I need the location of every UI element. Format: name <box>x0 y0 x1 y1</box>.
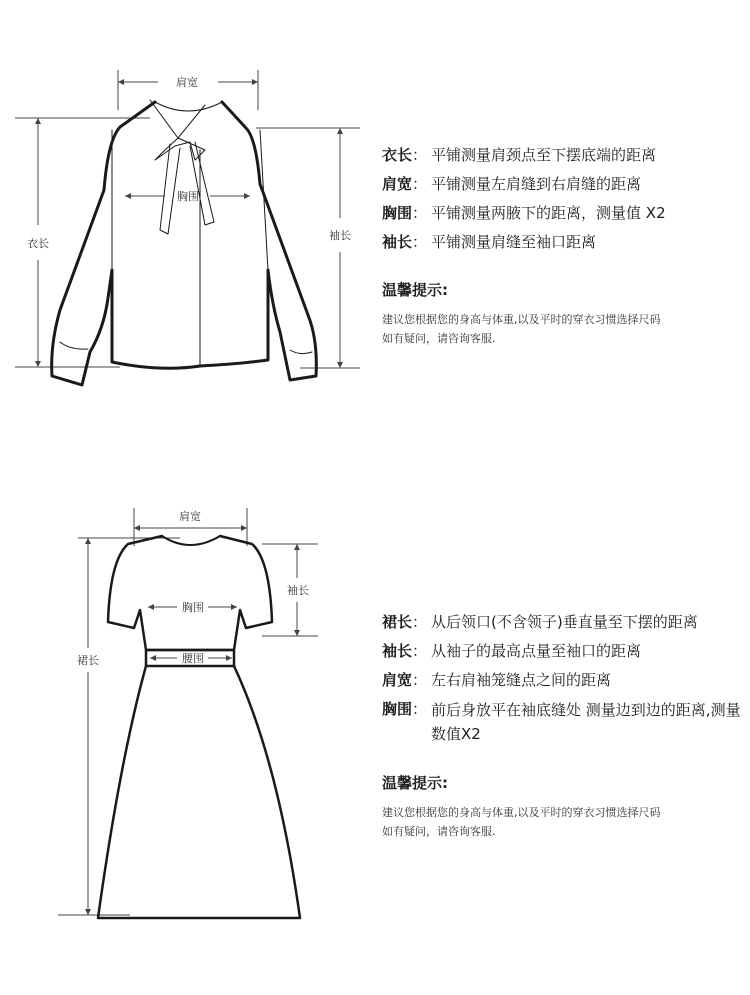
def-colon: ： <box>412 204 428 222</box>
dress-svg <box>0 500 380 930</box>
blouse-chest-label: 胸围 <box>177 190 199 203</box>
def-desc: 平铺测量肩颈点至下摆底端的距离 <box>431 146 657 164</box>
blouse-shoulder-label: 肩宽 <box>176 76 198 89</box>
dress-length-label: 裙长 <box>77 654 99 667</box>
def-colon: ： <box>412 671 428 689</box>
dress-shoulder-label: 肩宽 <box>179 510 201 523</box>
def-row <box>382 608 750 637</box>
blouse-sleeve-label: 袖长 <box>329 229 351 242</box>
def-row <box>382 199 750 228</box>
def-row <box>382 170 750 199</box>
dress-waist-label: 腰围 <box>182 652 204 665</box>
def-colon: ： <box>412 175 428 193</box>
blouse-diagram <box>0 60 380 400</box>
dress-definitions <box>382 608 750 841</box>
dress-chest-label: 胸围 <box>182 601 204 614</box>
def-desc: 平铺测量两腋下的距离，测量值 X2 <box>431 204 666 222</box>
tip-line: 如有疑问，请咨询客服. <box>382 825 496 838</box>
def-term: 胸围 <box>382 700 413 718</box>
def-row <box>382 695 750 746</box>
def-desc: 平铺测量左肩缝到右肩缝的距离 <box>431 175 642 193</box>
def-term: 胸围 <box>382 204 413 222</box>
def-row <box>382 141 750 170</box>
def-term: 袖长 <box>382 642 413 660</box>
def-desc: 左右肩袖笼缝点之间的距离 <box>431 671 612 689</box>
tip-line: 如有疑问，请咨询客服. <box>382 332 496 345</box>
def-desc: 平铺测量肩缝至袖口距离 <box>431 233 597 251</box>
def-colon: ： <box>412 146 428 164</box>
def-colon: ： <box>412 233 428 251</box>
blouse-length-label: 衣长 <box>27 237 49 250</box>
def-term: 裙长 <box>382 613 413 631</box>
def-term: 袖长 <box>382 233 413 251</box>
def-desc: 从后领口(不含领子)垂直量至下摆的距离 <box>431 613 698 631</box>
def-colon: ： <box>412 642 428 660</box>
def-desc: 从袖子的最高点量至袖口的距离 <box>431 642 642 660</box>
blouse-definitions <box>382 141 750 348</box>
def-desc: 前后身放平在袖底缝处 测量边到边的距离,测量数值X2 <box>431 701 741 743</box>
def-term: 肩宽 <box>382 175 413 193</box>
def-term: 衣长 <box>382 146 413 164</box>
tip-title: 温馨提示: <box>382 774 448 792</box>
tip-title: 温馨提示: <box>382 281 448 299</box>
def-row <box>382 637 750 666</box>
def-colon: ： <box>412 700 428 718</box>
def-row <box>382 666 750 695</box>
tip-line: 建议您根据您的身高与体重,以及平时的穿衣习惯选择尺码 <box>382 806 661 819</box>
dress-diagram <box>0 500 380 930</box>
blouse-svg <box>0 60 380 400</box>
tip-line: 建议您根据您的身高与体重,以及平时的穿衣习惯选择尺码 <box>382 313 661 326</box>
dress-sleeve-label: 袖长 <box>287 584 309 597</box>
def-term: 肩宽 <box>382 671 413 689</box>
def-row <box>382 228 750 257</box>
def-colon: ： <box>412 613 428 631</box>
